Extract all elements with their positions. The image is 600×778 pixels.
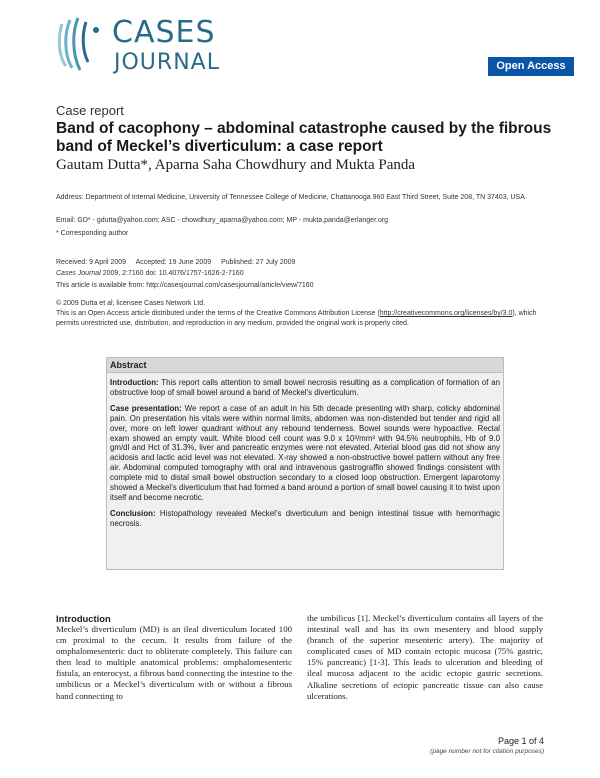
abstract-conclusion bbox=[110, 509, 500, 529]
abstract-conclusion-label: Conclusion: bbox=[110, 508, 156, 518]
page-number: Page 1 of 4 bbox=[497, 736, 544, 746]
open-access-badge: Open Access bbox=[488, 57, 574, 76]
body-column-right bbox=[307, 613, 543, 702]
citation-details: 2009, 2:7160 doi: 10.4076/1757-1626-2-7160 bbox=[100, 270, 244, 277]
abstract-case-presentation bbox=[110, 404, 500, 503]
license-post: ), which permits unrestricted use, distribution, and reproduction in any medium, provided the original work is properly cited. bbox=[56, 310, 537, 327]
introduction-heading: Introduction bbox=[56, 613, 111, 624]
license-pre: This is an Open Access article distributed under the terms of the Creative Commons Attribution License ( bbox=[56, 310, 380, 317]
author-emails: Email: GD* - gdutta@yahoo.com; ASC - chowdhury_aparna@yahoo.com; MP - mukta.panda@erlanger.org bbox=[56, 217, 389, 224]
introduction-text-left: Meckel’s diverticulum (MD) is an ileal diverticulum located 100 cm proximal to the cecum. It results from failure of the omphalomesenteric duct to obliterate completely. This failure can then lead to multiple anatomical problems: omphalomesenteric fistula, an enterocyst, a fibrous band connecting the intestine to the umbilicus or a Meckel’s diverticulum with or without a fibrous band connecting to bbox=[56, 624, 292, 701]
abstract-conclusion-text: Histopathology revealed Meckel’s diverticulum and benign intestinal tissue with hemorrhagic necrosis. bbox=[110, 508, 500, 528]
received-date: Received: 9 April 2009 bbox=[56, 259, 127, 266]
cases-journal-logo-icon bbox=[56, 16, 104, 72]
author-address: Address: Department of Internal Medicine, University of Tennessee College of Medicine, Chattanooga 960 East Third Street, Suite 208, TN 37403, USA bbox=[56, 194, 525, 201]
introduction-text-right: the umbilicus [1]. Meckel’s diverticulum contains all layers of the intestinal wall and has its own mesentery and blood supply (branch of the superior mesenteric artery). The majority of complicated cases of MD contain ectopic mucosa (75% gastric, 15% pancreatic) [1-3]. This leads to ulceration and bleeding of ileal mucosa adjacent to the acidic ectopic gastric secretions. Alkaline secretions of ectopic pancreatic tissue can also cause ulcerations. bbox=[307, 613, 543, 701]
article-title: Band of cacophony – abdominal catastrophe caused by the fibrous band of Meckel’s diverticulum: a case report bbox=[56, 120, 552, 155]
abstract-case-text: We report a case of an adult in his 5th decade presenting with sharp, colicky abdominal pain. On presentation his vitals were within normal limits, abdomen was non-distended but tender and rigid all over, more on left lower quadrant without any rebound tenderness. Bowel sounds were hypoactive. Rectal exam showed an empty vault. White blood cell count was 9.0 x 10³/mm³ with 94.5% neutrophils, Hb of 9.0 gm/dl and Hct of 31.3%, liver and pancreatic enzymes were not elevated. Arterial blood gas did not show any acidosis and lactic acid level was not elevated. X-ray showed a non-obstructive bowel pattern without any free air. Abdominal computed tomography with oral and intravenous gastrograffin showed findings consistent with complete mid to distal small bowel obstruction secondary to a closed loop obstruction. Emergent laparotomy showed a Meckel’s diverticulum that had formed a band around a portion of small bowel causing it to twist upon itself and become necrotic. bbox=[110, 403, 500, 502]
abstract-case-label: Case presentation: bbox=[110, 403, 182, 413]
article-url-line[interactable]: This article is available from: http://casesjournal.com/casesjournal/article/view/7160 bbox=[56, 282, 314, 289]
author-list: Gautam Dutta*, Aparna Saha Chowdhury and Mukta Panda bbox=[56, 157, 416, 173]
license-link[interactable]: http://creativecommons.org/licenses/by/3.0 bbox=[379, 310, 513, 317]
accepted-date: Accepted: 19 June 2009 bbox=[135, 259, 212, 266]
article-dates bbox=[56, 258, 556, 268]
abstract-intro-text: This report calls attention to small bowel necrosis resulting as a complication of formation of an obstructive loop of small bowel around a band of Meckel’s diverticulum. bbox=[110, 378, 500, 397]
abstract-body bbox=[110, 378, 500, 535]
abstract-intro-label: Introduction: bbox=[110, 378, 159, 387]
abstract-box bbox=[106, 357, 504, 570]
logo-text-journal: JOURNAL bbox=[114, 50, 220, 75]
abstract-heading: Abstract bbox=[107, 358, 503, 373]
logo-text-cases: CASES bbox=[112, 15, 216, 50]
body-column-left bbox=[56, 613, 292, 702]
copyright-line: © 2009 Dutta et al; licensee Cases Network Ltd. bbox=[56, 300, 206, 307]
citation-journal: Cases Journal bbox=[56, 270, 101, 277]
license-text bbox=[56, 309, 546, 328]
published-date: Published: 27 July 2009 bbox=[221, 259, 296, 266]
corresponding-author-note: * Corresponding author bbox=[56, 230, 129, 237]
article-type: Case report bbox=[56, 103, 124, 118]
citation-line bbox=[56, 269, 244, 279]
page-number-note: (page number not for citation purposes) bbox=[430, 748, 544, 755]
abstract-introduction bbox=[110, 378, 500, 398]
